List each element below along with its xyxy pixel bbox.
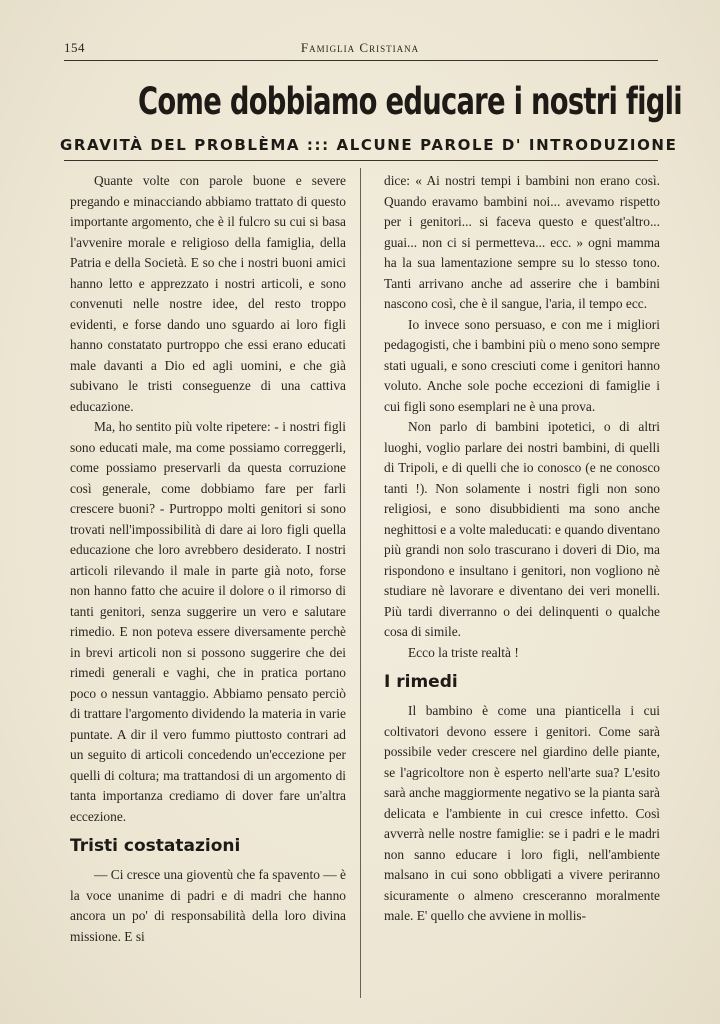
header-divider [64,60,658,61]
running-head [64,40,656,58]
paragraph: Il bambino è come una pianticella i cui coltivatori devono essere i genitori. Come sarà possibile veder crescere nel giardino delle piante, se l'agricoltore non è esperto nell'arte sua? L'esito sarà anche maggiormente negativo se la pianta sarà delicata e l'ambiente in cui cresce infetto. Così avverrà nelle nostre famiglie: se i padri e le madri non sanno educare i loro figli, nell'ambiente malsano in cui sono obbligati a vivere periranno sicuramente o almeno cresceranno moralmente male. E' quello che avviene in mollis- [384,703,660,923]
column-divider [360,168,361,998]
section-heading: I rimedi [384,672,458,692]
left-column [70,171,346,947]
page-number: 154 [64,40,85,55]
article-title: Come dobbiamo educare i nostri figli [138,80,682,123]
subtitle-divider [64,160,658,161]
paragraph: Ma, ho sentito più volte ripetere: - i nostri figli sono educati male, ma come possiamo correggerli, come possiamo preservarli da questa corruzione così generale, come dobbiamo fare per farli crescere buoni? - Purtroppo molti genitori si sono trovati nell'impossibilità di dare ai loro figli quella educazione che loro avrebbero desiderato. I nostri articoli rilevando il male in parte già noto, forse non hanno fatto che acuire il dolore o il rimorso di tanti genitori, senza suggerire un vero e salutare rimedio. E non poteva essere diversamente perchè in brevi articoli non si possono suggerire che dei rimedi generali e vaghi, che in pratica portano poco o nessun vantaggio. Abbiamo pensato perciò di trattare l'argomento dividendo la materia in varie puntate. A dir il vero fummo piuttosto contrari ad un seguito di articoli concedendo un'eccezione per quelli di coltura; ma trattandosi di un argomento di tanta importanza crediamo di dover fare un'altra eccezione. [70,419,346,824]
paragraph: Quante volte con parole buone e severe pregando e minacciando abbiamo trattato di questo importante argomento, che è il fulcro su cui si basa l'avvenire morale e religioso della famiglia, della Patria e della Società. E so che i nostri buoni amici hanno letto e apprezzato i nostri articoli, e sono convenuti nelle nostre idee, del resto troppo evidenti, e forse dando uno sguardo ai loro figli hanno constatato purtroppo che essi erano educati male davanti a Dio ed agli uomini, e che già subivano le tristi conseguenze di una cattiva educazione. [70,173,346,414]
paragraph: Io invece sono persuaso, e con me i migliori pedagogisti, che i bambini più o meno sono sempre stati uguali, e sono cresciuti come i genitori hanno voluto. Anche sole poche eccezioni di famiglie i cui figli sono esemplari ne è una prova. [384,316,660,414]
article-subtitle: GRAVITÀ DEL PROBLÈMA ::: ALCUNE PAROLE D' INTRODUZIONE [60,136,678,154]
section-heading: Tristi costatazioni [70,836,241,856]
paragraph: — Ci cresce una gioventù che fa spavento — è la voce unanime di padri e di madri che hanno ancora un po' di responsabilità della loro divina missione. E si [70,867,346,944]
magazine-title: Famiglia Cristiana [300,40,420,55]
right-column [384,171,660,927]
paragraph: Non parlo di bambini ipotetici, o di altri luoghi, voglio parlare dei nostri bambini, di quelli di Tripoli, e di quelli che io conosco (e ne conosco tanti !). Non solamente i nostri figli non sono religiosi, e sono disubbidienti ma sono anche neghittosi e a volte maleducati: e quando diventano più grandi non solo trascurano i doveri di Dio, ma rispondono e insultano i genitori, non vogliono nè studiare nè lavorare e diventano dei veri monelli. Più tardi diverranno o dei delinquenti o qualche cosa di simile. [384,419,660,639]
paragraph: Ecco la triste realtà ! [408,644,519,660]
paragraph: dice: « Ai nostri tempi i bambini non erano così. Quando eravamo bambini noi... avevamo rispetto per i genitori... si faceva questo e quest'altro... guai... non ci si permetteva... ecc. » ogni mamma ha la sua lamentazione sempre su lo stesso tono. Tanti arrivano anche ad asserire che i bambini nascono così, che è il sangue, l'aria, il tempo ecc. [384,173,660,311]
